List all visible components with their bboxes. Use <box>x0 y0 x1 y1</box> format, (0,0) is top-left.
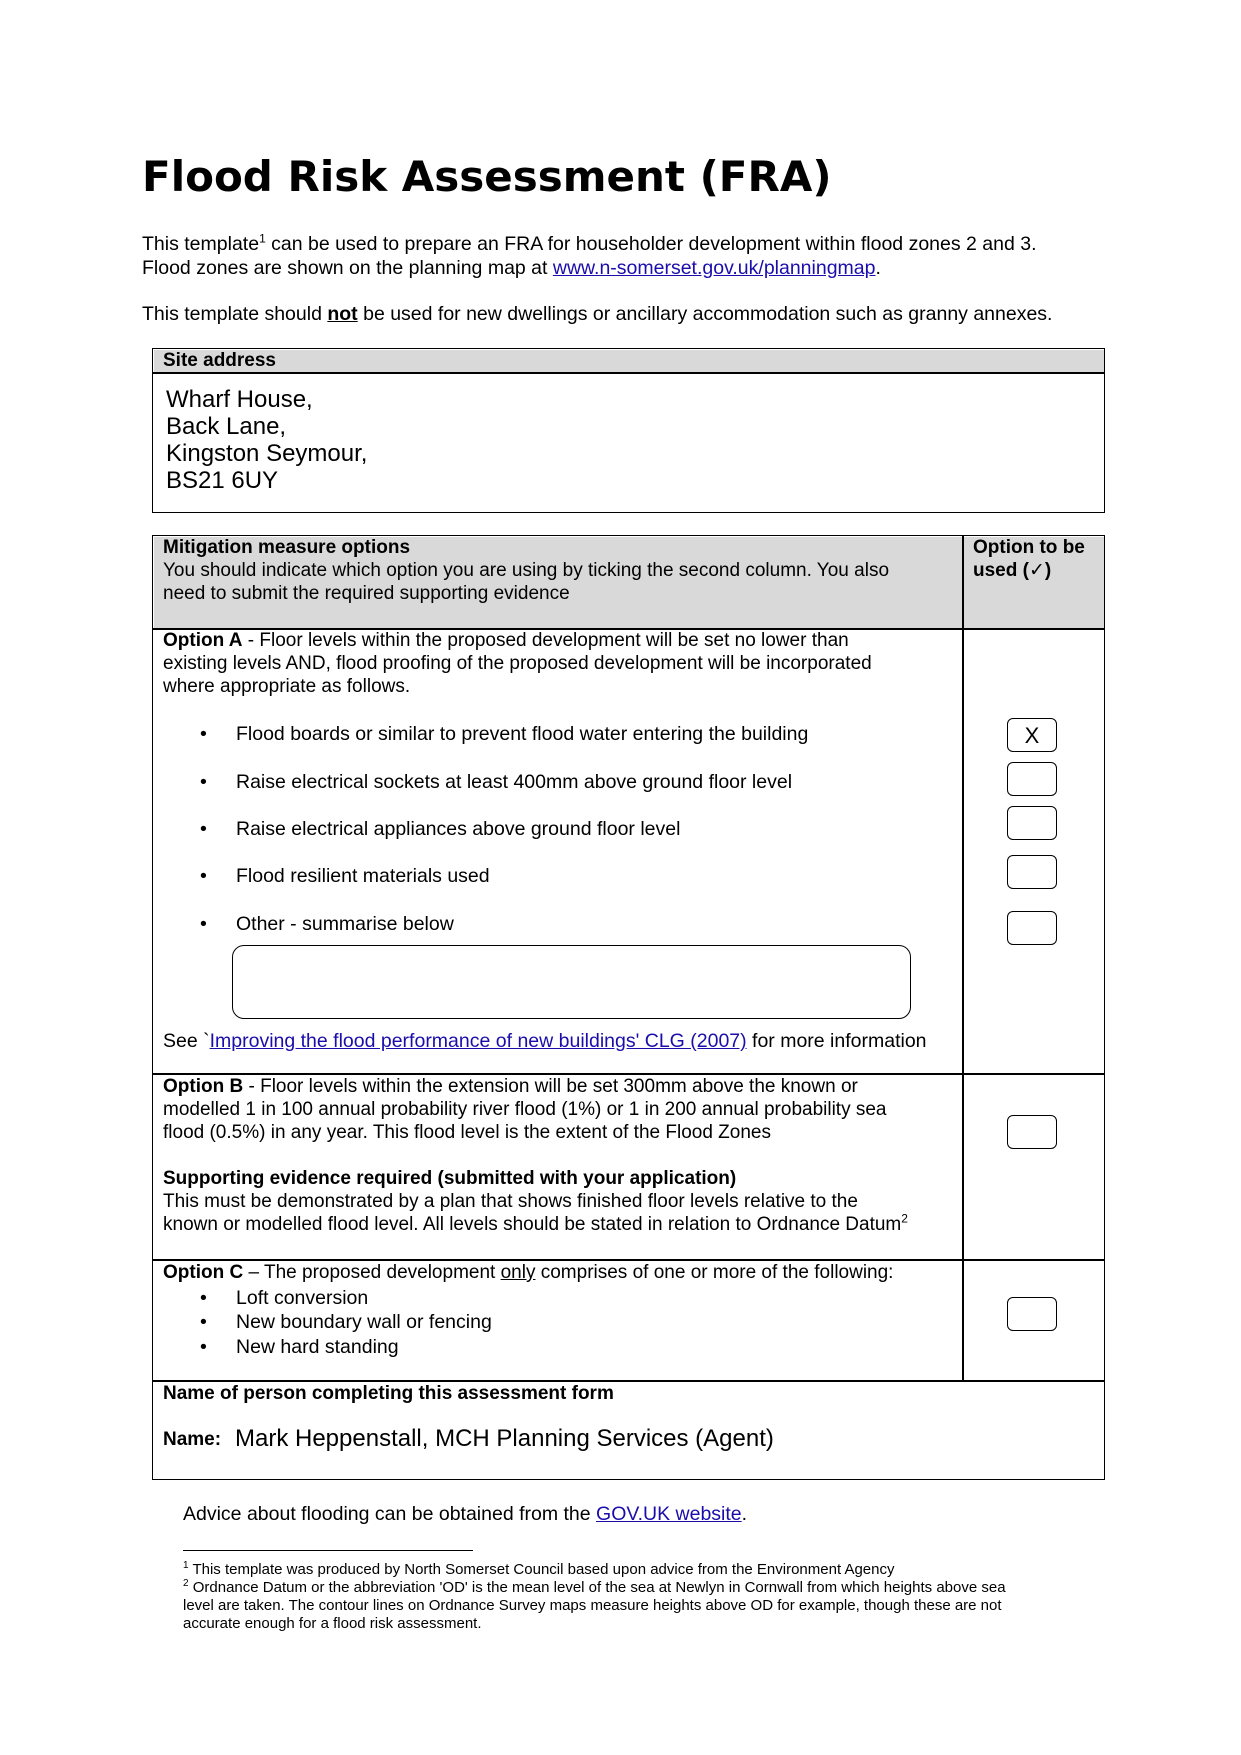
option-a-checkbox-appliances[interactable] <box>1007 806 1057 840</box>
mitigation-header-text-2: need to submit the required supporting evidence <box>163 583 570 604</box>
option-a-line-3: where appropriate as follows. <box>163 676 411 697</box>
option-a-checkbox-other[interactable] <box>1007 911 1057 945</box>
option-a-line-2: existing levels AND, flood proofing of the proposed development will be incorporated <box>163 653 872 674</box>
mitigation-header-title: Mitigation measure options <box>163 537 411 558</box>
clg-guidance-link[interactable]: Improving the flood performance of new buildings' CLG (2007) <box>209 1030 747 1052</box>
page-title: Flood Risk Assessment (FRA) <box>142 152 832 201</box>
option-a-checkbox-resilient-materials[interactable] <box>1007 855 1057 889</box>
option-a-checkbox-flood-boards[interactable]: X <box>1007 718 1057 752</box>
site-address-header-bg <box>154 350 1104 372</box>
footnote-separator <box>183 1550 473 1551</box>
site-address-line-4: BS21 6UY <box>166 467 279 494</box>
option-b-checkbox[interactable] <box>1007 1115 1057 1149</box>
planning-map-link[interactable]: www.n-somerset.gov.uk/planningmap <box>552 257 876 279</box>
name-label: Name: <box>163 1429 222 1450</box>
option-b-line-1: Option B - Floor levels within the extension will be set 300mm above the known or <box>163 1076 858 1097</box>
person-header: Name of person completing this assessment form <box>163 1383 614 1404</box>
option-a-see-reference: See `Improving the flood performance of new buildings' CLG (2007) for more information <box>163 1030 927 1052</box>
divider <box>152 372 1105 374</box>
advice-line: Advice about flooding can be obtained from the GOV.UK website. <box>183 1503 748 1525</box>
footnote-2-cont-1: level are taken. The contour lines on Ordnance Survey maps measure heights above OD for example, though these are not <box>183 1597 1002 1614</box>
option-a-line-1: Option A - Floor levels within the proposed development will be set no lower than <box>163 630 849 651</box>
intro-line-3: This template should not be used for new dwellings or ancillary accommodation such as granny annexes. <box>142 303 1053 325</box>
name-value[interactable]: Mark Heppenstall, MCH Planning Services (Agent) <box>235 1425 774 1452</box>
option-b-evidence-header: Supporting evidence required (submitted with your application) <box>163 1168 737 1189</box>
option-column-header-2: used (✓) <box>973 560 1052 581</box>
site-address-header: Site address <box>163 350 276 371</box>
option-c-checkbox[interactable] <box>1007 1297 1057 1331</box>
option-b-line-2: modelled 1 in 100 annual probability river flood (1%) or 1 in 200 annual probability sea <box>163 1099 887 1120</box>
footnote-2-cont-2: accurate enough for a flood risk assessment. <box>183 1615 482 1632</box>
site-address-line-1: Wharf House, <box>166 386 313 413</box>
option-b-evidence-1: This must be demonstrated by a plan that shows finished floor levels relative to the <box>163 1191 858 1212</box>
intro-line-1: This template$^1$ can be used to prepare an FRA for householder development within flood zones 2 and 3. <box>142 231 1037 255</box>
option-c-line-1: Option C – The proposed development only comprises of one or more of the following: <box>163 1262 894 1283</box>
option-a-checkbox-sockets[interactable] <box>1007 762 1057 796</box>
option-b-line-3: flood (0.5%) in any year. This flood level is the extent of the Flood Zones <box>163 1122 771 1143</box>
gov-uk-link[interactable]: GOV.UK website <box>596 1503 742 1525</box>
footnote-1: $^1$ This template was produced by North Somerset Council based upon advice from the Environment Agency <box>183 1560 895 1578</box>
column-divider <box>962 535 964 1381</box>
mitigation-header-text-1: You should indicate which option you are using by ticking the second column. You also <box>163 560 890 581</box>
site-address-line-3: Kingston Seymour, <box>166 440 368 467</box>
option-b-evidence-2: known or modelled flood level. All levels should be stated in relation to Ordnance Datum$^2$ <box>163 1211 908 1235</box>
intro-line-2: Flood zones are shown on the planning map at www.n-somerset.gov.uk/planningmap. <box>142 257 881 279</box>
other-summary-input[interactable] <box>232 945 911 1019</box>
option-column-header-1: Option to be <box>973 537 1085 558</box>
footnote-2: $^2$ Ordnance Datum or the abbreviation 'OD' is the mean level of the sea at Newlyn in Cornwall from which heights above sea <box>183 1578 1006 1596</box>
site-address-line-2: Back Lane, <box>166 413 287 440</box>
